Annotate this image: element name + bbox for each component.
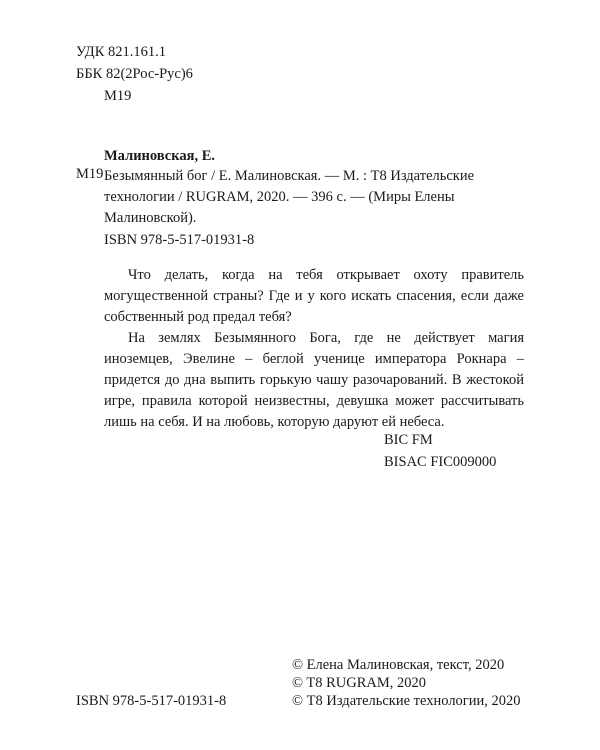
bbk-code: ББК 82(2Рос-Рус)6 [76, 66, 193, 82]
author-mark-side: М19 [76, 166, 104, 182]
bisac-code: BISAC FIC009000 [384, 454, 497, 470]
copyright-line: © Елена Малиновская, текст, 2020 [292, 657, 505, 673]
bic-code: BIC FM [384, 432, 433, 448]
annotation [104, 265, 524, 433]
annotation-paragraph: Что делать, когда на тебя открывает охоту правитель могущественной страны? Где и у кого искать спасения, если даже собственный род предал тебя? [104, 267, 524, 325]
bibliographic-description: Безымянный бог / Е. Малиновская. — М. : Т8 Издательские технологии / RUGRAM, 2020. — 396 с. — (Миры Елены Малиновской). [104, 168, 475, 226]
copyright-line: © Т8 Издательские технологии, 2020 [292, 693, 521, 709]
copyright-line: © T8 RUGRAM, 2020 [292, 675, 427, 691]
annotation-paragraph: На землях Безымянного Бога, где не действует магия иноземцев, Эвелине – беглой ученице императора Рокнара – придется до дна выпить горькую чашу разочарований. В жестокой игре, правила которой неизвестны, девушка может рассчитывать лишь на себя. И на любовь, которую даруют ей небеса. [104, 330, 524, 430]
isbn-footer: ISBN 978-5-517-01931-8 [76, 693, 227, 709]
isbn-main: ISBN 978-5-517-01931-8 [104, 232, 255, 248]
author-mark-top: М19 [104, 88, 132, 104]
author-heading: Малиновская, Е. [104, 148, 216, 164]
udk-code: УДК 821.161.1 [76, 44, 166, 60]
